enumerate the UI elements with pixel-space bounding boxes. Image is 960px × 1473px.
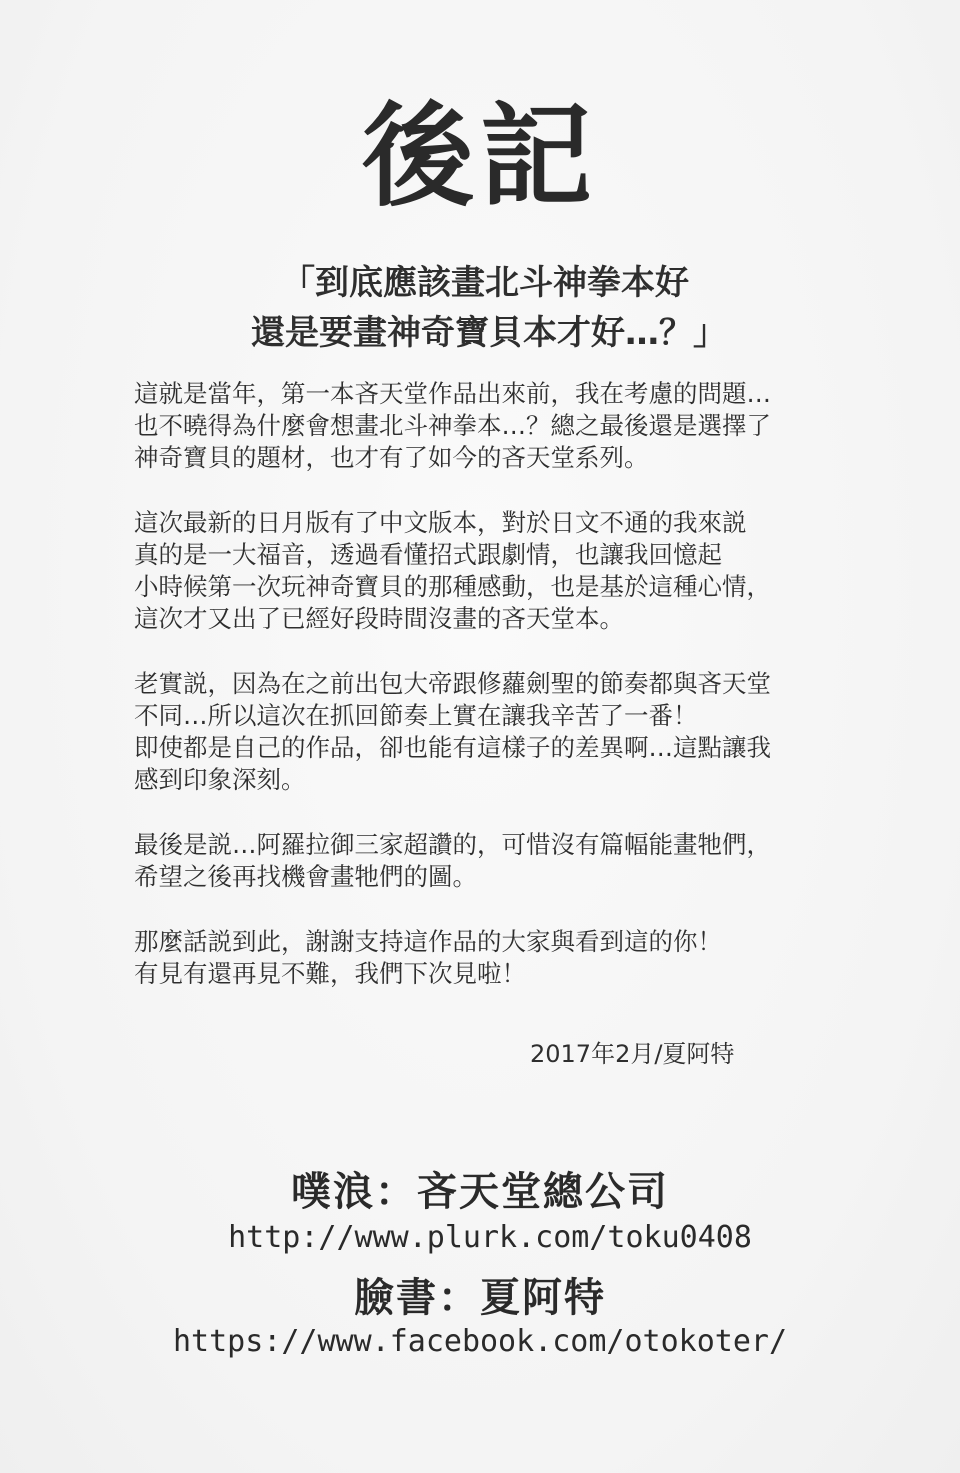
plurk-label: 噗浪：吝天堂總公司 — [291, 1169, 669, 1215]
facebook-url-link[interactable]: https://www.facebook.com/otokoter/ — [172, 1324, 788, 1359]
paragraph-5 — [134, 926, 854, 990]
text-line: 即使都是自己的作品，卻也能有這樣子的差異啊…這點讓我 — [134, 733, 771, 762]
paragraph-3 — [134, 668, 854, 796]
text-line: 感到印象深刻。 — [134, 765, 306, 794]
text-line: 希望之後再找機會畫牠們的圖。 — [134, 862, 477, 891]
page-title: 後記 — [362, 92, 598, 222]
opening-quote — [0, 258, 960, 358]
signature-date-author: 2017年2月/夏阿特 — [530, 1040, 735, 1068]
text-line: 這次最新的日月版有了中文版本，對於日文不通的我來説 — [134, 508, 747, 537]
text-line: 也不曉得為什麼會想畫北斗神拳本…？總之最後還是選擇了 — [134, 411, 771, 440]
quote-line: 還是要畫神奇寶貝本才好…？」 — [251, 313, 727, 353]
text-line: 那麼話説到此，謝謝支持這作品的大家與看到這的你！ — [134, 927, 722, 956]
paragraph-4 — [134, 829, 854, 893]
text-line: 小時候第一次玩神奇寶貝的那種感動，也是基於這種心情， — [134, 572, 771, 601]
text-line: 有見有還再見不難，我們下次見啦！ — [134, 959, 526, 988]
paragraph-1 — [134, 378, 854, 474]
text-line: 老實説，因為在之前出包大帝跟修蘿劍聖的節奏都與吝天堂 — [134, 669, 771, 698]
quote-line: 「到底應該畫北斗神拳本好 — [281, 263, 689, 303]
text-line: 這次才又出了已經好段時間沒畫的吝天堂本。 — [134, 604, 624, 633]
text-line: 神奇寶貝的題材，也才有了如今的吝天堂系列。 — [134, 443, 649, 472]
facebook-label: 臉書：夏阿特 — [354, 1275, 606, 1321]
text-line: 這就是當年，第一本吝天堂作品出來前，我在考慮的問題… — [134, 379, 771, 408]
paragraph-2 — [134, 507, 854, 635]
text-line: 最後是説…阿羅拉御三家超讚的，可惜沒有篇幅能畫牠們， — [134, 830, 771, 859]
afterword-body — [134, 378, 854, 1023]
text-line: 真的是一大福音，透過看懂招式跟劇情，也讓我回憶起 — [134, 540, 722, 569]
plurk-url-link[interactable]: http://www.plurk.com/toku0408 — [228, 1220, 752, 1255]
text-line: 不同…所以這次在抓回節奏上實在讓我辛苦了一番！ — [134, 701, 698, 730]
